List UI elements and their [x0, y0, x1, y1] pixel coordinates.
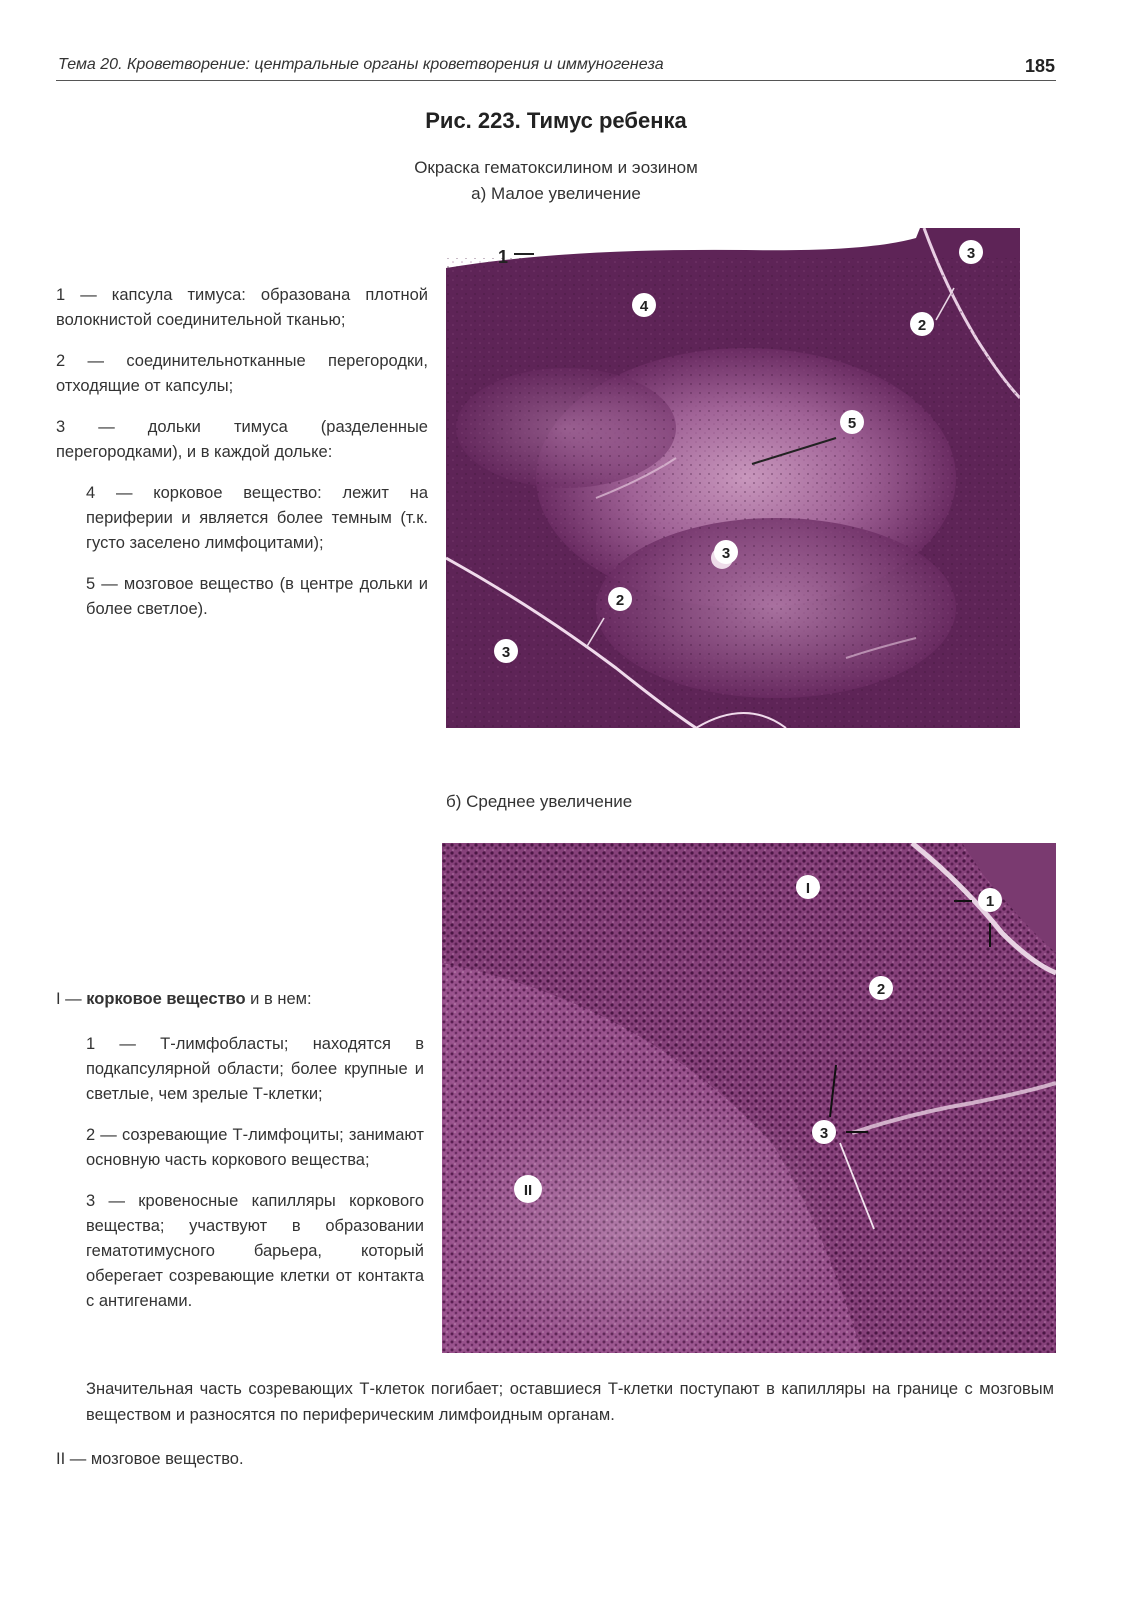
legend-a-item-4: 4 — корковое вещество: лежит на периферии и является более темным (т.к. густо заселено лимфоцитами);: [86, 484, 428, 552]
legend-b-heading-prefix: I —: [56, 990, 87, 1008]
marker-a-3-center: 3: [721, 545, 731, 562]
micrograph-medium-magnification: [442, 843, 1056, 1353]
panel-a-caption: а) Малое увеличение: [471, 184, 641, 203]
legend-a-item-1: 1 — капсула тимуса: образована плотной волокнистой соединительной тканью;: [56, 286, 428, 329]
legend-b-item-3: 3 — кровеносные капилляры коркового вещества; участвуют в образовании гематотимусного барьера, который оберегает созревающие клетки от контакта с антигенами.: [86, 1192, 424, 1310]
legend-b-item-1: 1 — Т-лимфобласты; находятся в подкапсулярной области; более крупные и светлые, чем зрелые Т-клетки;: [86, 1035, 424, 1103]
legend-b-heading-suffix: и в нем:: [245, 990, 312, 1008]
panel-b-caption: б) Среднее увеличение: [446, 792, 633, 811]
marker-a-1: 1: [498, 247, 509, 267]
medulla-note: II — мозговое вещество.: [56, 1450, 244, 1468]
marker-b-1: 1: [985, 893, 995, 910]
legend-a-item-5: 5 — мозговое вещество (в центре дольки и более светлое).: [86, 575, 428, 618]
figure-title: Рис. 223. Тимус ребенка: [425, 108, 687, 133]
stain-caption: Окраска гематоксилином и эозином: [414, 158, 698, 177]
bottom-paragraph: Значительная часть созревающих Т-клеток погибает; оставшиеся Т-клетки поступают в капилляры на границе с мозговым веществом и разносятся по периферическим лимфоидным органам.: [86, 1380, 1054, 1424]
marker-a-2-top: 2: [917, 317, 927, 334]
legend-b-item-2: 2 — созревающие Т-лимфоциты; занимают основную часть коркового вещества;: [86, 1126, 424, 1169]
running-header-title: Тема 20. Кроветворение: центральные органы кроветворения и иммуногенеза: [58, 56, 664, 73]
marker-a-3-bottom: 3: [501, 644, 511, 661]
marker-a-3-top: 3: [966, 245, 976, 262]
marker-a-4: 4: [639, 298, 649, 315]
marker-b-II: II: [523, 1182, 533, 1199]
micrograph-low-magnification: [446, 228, 1020, 728]
header-divider: [56, 80, 1056, 81]
legend-b-heading-bold: корковое вещество: [86, 990, 246, 1008]
marker-b-2: 2: [876, 981, 886, 998]
legend-a-item-2: 2 — соединительнотканные перегородки, отходящие от капсулы;: [56, 352, 428, 395]
marker-b-3: 3: [819, 1125, 829, 1142]
marker-a-2-bottom: 2: [615, 592, 625, 609]
legend-b-heading: [56, 987, 424, 1012]
marker-b-I: I: [805, 880, 811, 897]
legend-a: [56, 283, 428, 622]
legend-b: [56, 987, 424, 1314]
marker-a-5: 5: [847, 415, 857, 432]
page-number: 185: [1024, 56, 1055, 76]
legend-a-item-3: 3 — дольки тимуса (разделенные перегородками), и в каждой дольке:: [56, 418, 428, 461]
